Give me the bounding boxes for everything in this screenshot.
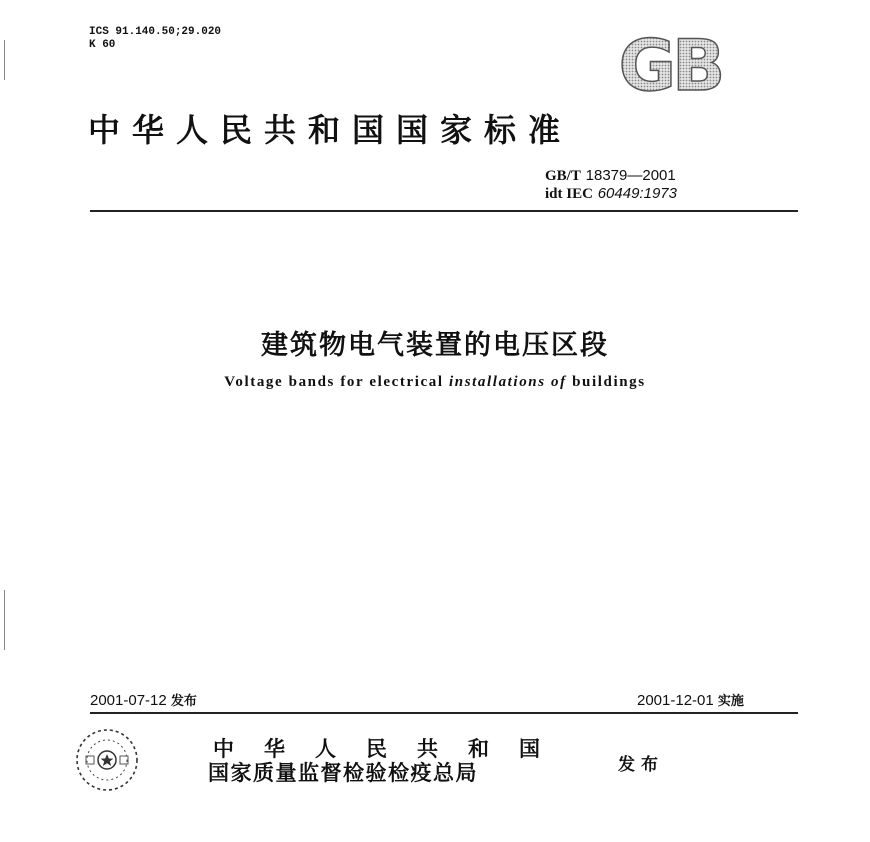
standard-code-number: 18379—2001 bbox=[585, 167, 676, 184]
title-en-part3: buildings bbox=[572, 374, 646, 390]
classification-code: K 60 bbox=[89, 39, 116, 51]
scan-edge-mark bbox=[4, 40, 5, 80]
gb-logo-text: GB bbox=[618, 34, 722, 96]
equivalence-number: 60449:1973 bbox=[597, 185, 677, 202]
gb-logo bbox=[586, 34, 754, 96]
equivalence-label: idt IEC bbox=[545, 186, 593, 202]
issue-label: 发布 bbox=[170, 694, 197, 709]
effective-label: 实施 bbox=[717, 694, 744, 709]
standard-code-label: GB/T bbox=[545, 168, 581, 184]
effective-date: 2001-12-01 bbox=[637, 692, 714, 709]
document-title-cn: 建筑物电气装置的电压区段 bbox=[261, 330, 609, 361]
effective-date-block bbox=[637, 690, 744, 709]
issue-date-block bbox=[90, 690, 197, 709]
title-en-part1: Voltage bands for electrical bbox=[224, 374, 444, 390]
issuer-line-1: 中华人民共和国 bbox=[213, 737, 570, 761]
scan-edge-mark bbox=[4, 590, 5, 650]
national-standard-title: 中华人民共和国国家标准 bbox=[88, 111, 573, 149]
issuer-line-2: 国家质量监督检验检疫总局 bbox=[208, 761, 478, 785]
standard-code-block bbox=[545, 167, 677, 203]
document-title-en bbox=[0, 374, 870, 391]
publish-label: 发布 bbox=[618, 755, 664, 775]
title-en-part2: installations of bbox=[449, 374, 567, 390]
ics-code-block bbox=[89, 26, 221, 52]
issue-date: 2001-07-12 bbox=[90, 692, 167, 709]
ics-code: ICS 91.140.50;29.020 bbox=[89, 26, 222, 38]
bottom-divider bbox=[90, 712, 798, 714]
top-divider bbox=[90, 210, 798, 212]
issuer-seal-icon bbox=[72, 725, 142, 795]
